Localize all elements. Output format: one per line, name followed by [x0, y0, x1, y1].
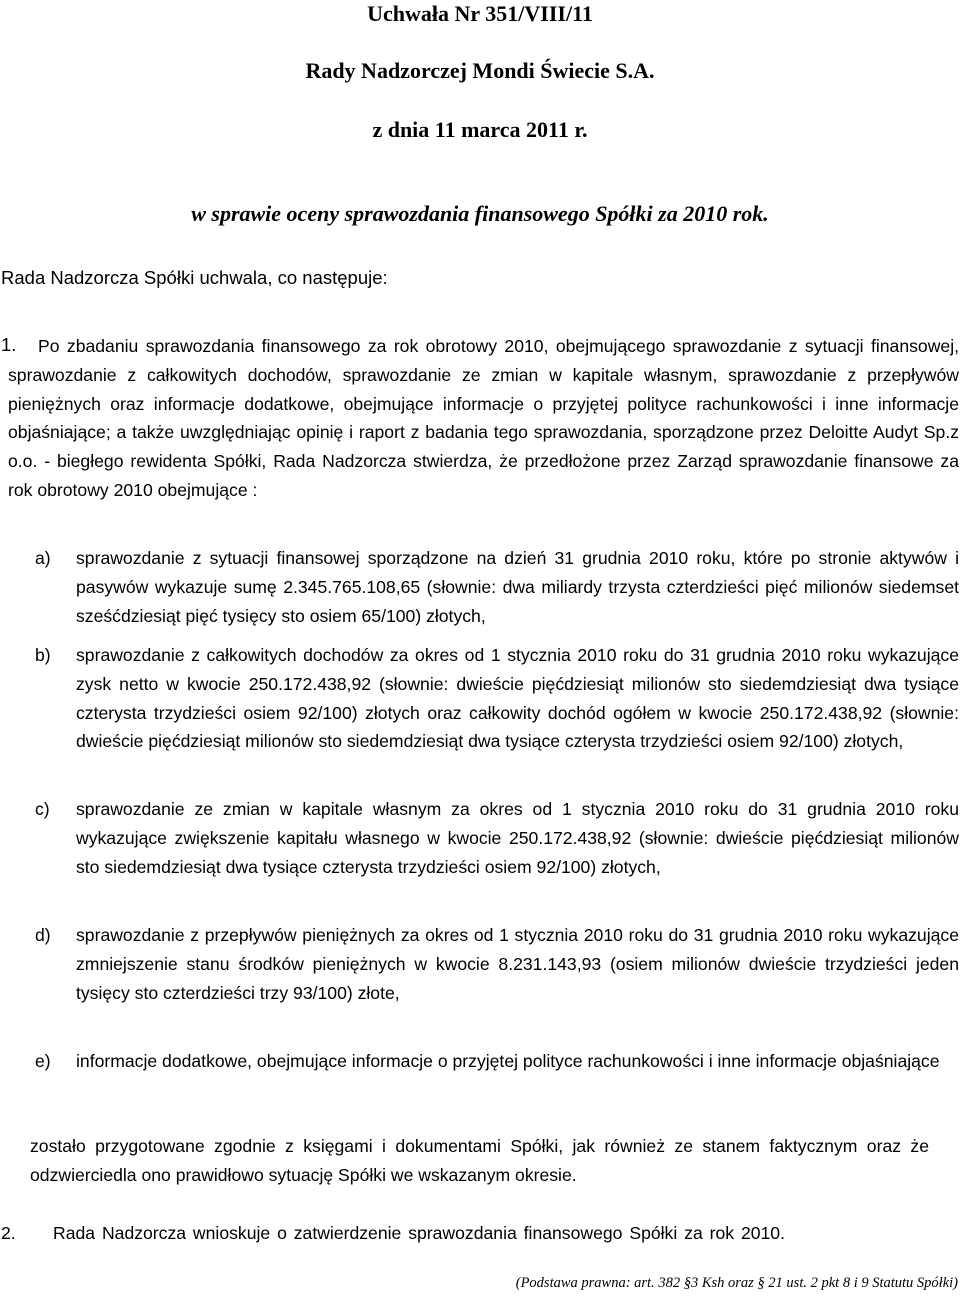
point-1-conclusion: zostało przygotowane zgodnie z księgami i dokumentami Spółki, jak również ze stanem faktycznym oraz że odzwierciedla ono prawidłowo sytuację Spółki we wskazanym okresie. — [30, 1136, 929, 1185]
list-item-text: sprawozdanie ze zmian w kapitale własnym za okres od 1 stycznia 2010 roku do 31 grudnia 2010 roku wykazujące zwiększenie kapitału własnego w kwocie 250.172.438,92 (słownie: dwieście pięćdziesiąt milionów sto siedemdziesiąt dwa tysiące czterysta trzydzieści osiem 92/100) złotych, — [76, 799, 959, 877]
list-item-text: informacje dodatkowe, obejmujące informacje o przyjętej polityce rachunkowości i inne informacje objaśniające — [76, 1051, 940, 1071]
list-item-a — [35, 544, 959, 630]
point-1-text: Po zbadaniu sprawozdania finansowego za rok obrotowy 2010, obejmującego sprawozdanie z sytuacji finansowej, sprawozdanie z całkowitych dochodów, sprawozdanie ze zmian w kapitale własnym, sprawozdanie z przepływów pieniężnych oraz informacje dodatkowe, obejmujące informacje o przyjętej polityce rachunkowości i inne informacje objaśniające; a także uwzględniając opinię i raport z badania tego sprawozdania, sporządzone przez Deloitte Audyt Sp.z o.o. - biegłego rewidenta Spółki, Rada Nadzorcza stwierdza, że przedłożone przez Zarząd sprawozdanie finansowe za rok obrotowy 2010 obejmujące : — [8, 336, 959, 500]
list-item-c — [35, 795, 959, 881]
list-item-b — [35, 641, 959, 756]
list-item-d — [35, 921, 959, 1007]
list-item-e — [35, 1047, 959, 1076]
list-marker: e) — [35, 1051, 51, 1071]
list-item-text: sprawozdanie z sytuacji finansowej sporządzone na dzień 31 grudnia 2010 roku, które po stronie aktywów i pasywów wykazuje sumę 2.345.765.108,65 (słownie: dwa miliardy trzysta czterdzieści pięć milionów siedemset sześćdziesiąt pięć tysięcy sto osiem 65/100) złotych, — [76, 548, 959, 626]
resolution-number: Uchwała Nr 351/VIII/11 — [367, 1, 593, 26]
resolution-date: z dnia 11 marca 2011 r. — [372, 117, 588, 142]
resolution-subject: w sprawie oceny sprawozdania finansowego Spółki za 2010 rok. — [191, 201, 769, 226]
board-name: Rady Nadzorczej Mondi Świecie S.A. — [305, 58, 655, 83]
list-item-text: sprawozdanie z całkowitych dochodów za okres od 1 stycznia 2010 roku do 31 grudnia 2010 roku wykazujące zysk netto w kwocie 250.172.438,92 (słownie: dwieście pięćdziesiąt milionów sto siedemdziesiąt dwa tysiące czterysta trzydzieści osiem 92/100) złotych oraz całkowity dochód ogółem w kwocie 250.172.438,92 (słownie: dwieście pięćdziesiąt milionów sto siedemdziesiąt dwa tysiące czterysta trzydzieści osiem 92/100) złotych, — [76, 645, 959, 752]
point-1-number: 1. — [1, 334, 17, 355]
list-marker: c) — [35, 799, 50, 819]
list-marker: b) — [35, 645, 51, 665]
legal-basis: (Podstawa prawna: art. 382 §3 Ksh oraz § 21 ust. 2 pkt 8 i 9 Statutu Spółki) — [515, 1275, 958, 1291]
list-item-text: sprawozdanie z przepływów pieniężnych za okres od 1 stycznia 2010 roku do 31 grudnia 2010 roku wykazujące zmniejszenie stanu środków pieniężnych w kwocie 8.231.143,93 (osiem milionów dwieście trzydzieści jeden tysięcy sto czterdzieści trzy 93/100) złote, — [76, 925, 959, 1003]
intro-sentence: Rada Nadzorcza Spółki uchwala, co następuje: — [1, 267, 388, 288]
point-2-number: 2. — [1, 1223, 16, 1243]
point-2-text: Rada Nadzorcza wnioskuje o zatwierdzenie sprawozdania finansowego Spółki za rok 2010. — [53, 1223, 785, 1243]
list-marker: a) — [35, 548, 51, 568]
list-marker: d) — [35, 925, 51, 945]
